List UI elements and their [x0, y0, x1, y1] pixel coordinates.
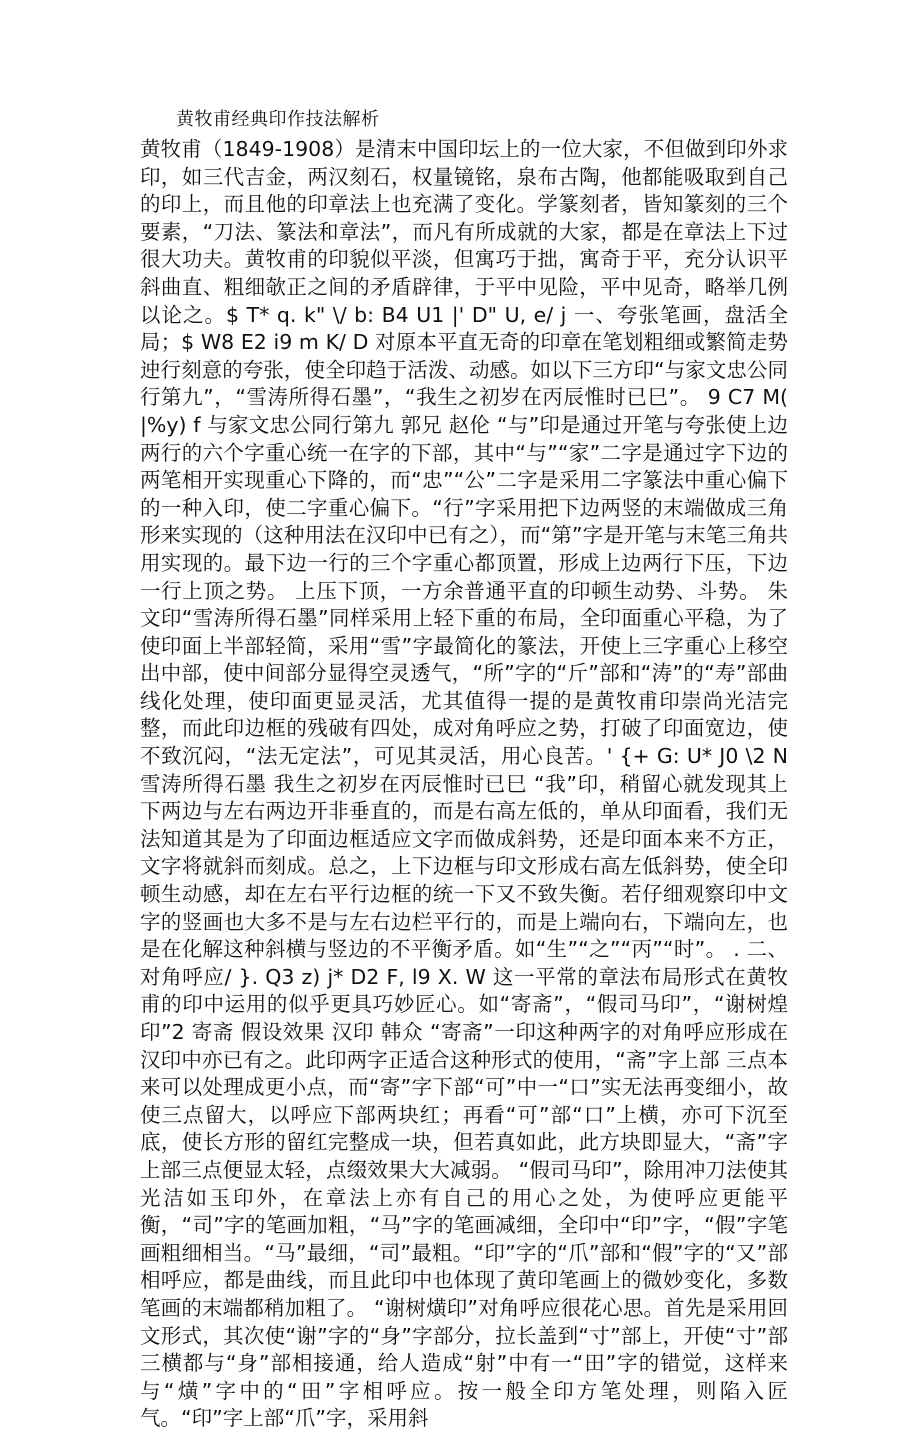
document-title: 黄牧甫经典印作技法解析	[176, 109, 380, 130]
document-page	[140, 108, 788, 1433]
document-body-paragraph: 黄牧甫（1849-1908）是清末中国印坛上的一位大家，不但做到印外求印，如三代吉金，两汉刻石，权量镜铭，泉布古陶，他都能吸取到自己的印上，而且他的印章法上也充满了变化。学篆刻者，皆知篆刻的三个要素，“刀法、篆法和章法”，而凡有所成就的大家，都是在章法上下过很大功夫。黄牧甫的印貌似平淡，但寓巧于拙，寓奇于平，充分认识平斜曲直、粗细欹正之间的矛盾辟律，于平中见险，平中见奇，略举几例以论之。$ T* q. k" \/ b: B4 U1 |' D" U, e/ j 一、夸张笔画，盘活全局；$ W8 E2 i9 m K/ D 对原本平直无奇的印章在笔划粗细或繁简走势迚行刻意的夸张，使全印趋于活泼、动感。如以下三方印“与家文忠公同行第九”，“雪涛所得石墨”，“我生之初岁在丙辰惟时已巳”。 9 C7 M( |%y) f 与家文忠公同行第九 郭兄 赵伦 “与”印是通过开笔与夸张使上边两行的六个字重心统一在字的下部，其中“与”“家”二字是通过字下边的两笔相开实现重心下降的，而“忠”“公”二字是采用二字篆法中重心偏下的一种入印，使二字重心偏下。“行”字采用把下边两竖的末端做成三角形来实现的（这种用法在汉印中已有之），而“第”字是开笔与末笔三角共用实现的。最下边一行的三个字重心都顶置，形成上边两行下压，下边一行上顶之势。 上压下顶，一方余普通平直的印顿生动势、斗势。 朱文印“雪涛所得石墨”同样采用上轻下重的布局，全印面重心平稳，为了使印面上半部轻简，采用“雪”字最简化的篆法，开使上三字重心上移空出中部，使中间部分显得空灵透气，“所”字的“斤”部和“涛”的“寿”部曲线化处理，使印面更显灵活，尤其值得一提的是黄牧甫印崇尚光洁完整，而此印边框的残破有四处，成对角呼应之势，打破了印面宽边，使不致沉闷，“法无定法”，可见其灵活，用心良苦。' {+ G: U* J0 \2 N 雪涛所得石墨 我生之初岁在丙辰惟时已巳 “我”印，稍留心就发现其上下两边与左右两边开非垂直的，而是右高左低的，单从印面看，我们无法知道其是为了印面边框适应文字而做成斜势，还是印面本来不方正，文字将就斜而刻成。总之，上下边框与印文形成右高左低斜势，使全印顿生动感，却在左右平行边框的统一下又不致失衡。若仔细观察印中文字的竖画也大多不是与左右边栏平行的，而是上端向右，下端向左，也是在化解这种斜横与竖边的不平衡矛盾。如“生”“之”“丙”“时”。 . 二、对角呼应/ }. Q3 z) j* D2 F, l9 X. W 这一平常的章法布局形式在黄牧甫的印中运用的似乎更具巧妙匠心。如“寄斋”，“假司马印”，“谢树煌印”2 寄斋 假设效果 汉印 韩众 “寄斋”一印这种两字的对角呼应形成在汉印中亦已有之。此印两字正适合这种形式的使用，“斋”字上部 三点本来可以处理成更小点，而“寄”字下部“可”中一“口”实无法再变细小，故使三点留大，以呼应下部两块红；再看“可”部“口”上横，亦可下沉至底，使长方形的留红完整成一块，但若真如此，此方块即显大，“斋”字上部三点便显太轻，点缀效果大大减弱。 “假司马印”，除用冲刀法使其光洁如玉印外，在章法上亦有自己的用心之处，为使呼应更能平衡，“司”字的笔画加粗，“马”字的笔画减细，全印中“印”字，“假”字笔画粗细相当。“马”最细，“司”最粗。“印”字的“爪”部和“假”字的“又”部相呼应，都是曲线，而且此印中也体现了黄印笔画上的微妙变化，多数笔画的末端都稍加粗了。 “谢树熿印”对角呼应很花心思。首先是采用回文形式，其次使“谢”字的“身”字部分，拉长盖到“寸”部上，开使“寸”部三横都与“身”部相接通，给人造成“射”中有一“田”字的错觉，这样来与“熿”字中的“田”字相呼应。按一般全印方笔处理，则陷入匠气。“印”字上部“爪”字，采用斜	[140, 137, 788, 1431]
